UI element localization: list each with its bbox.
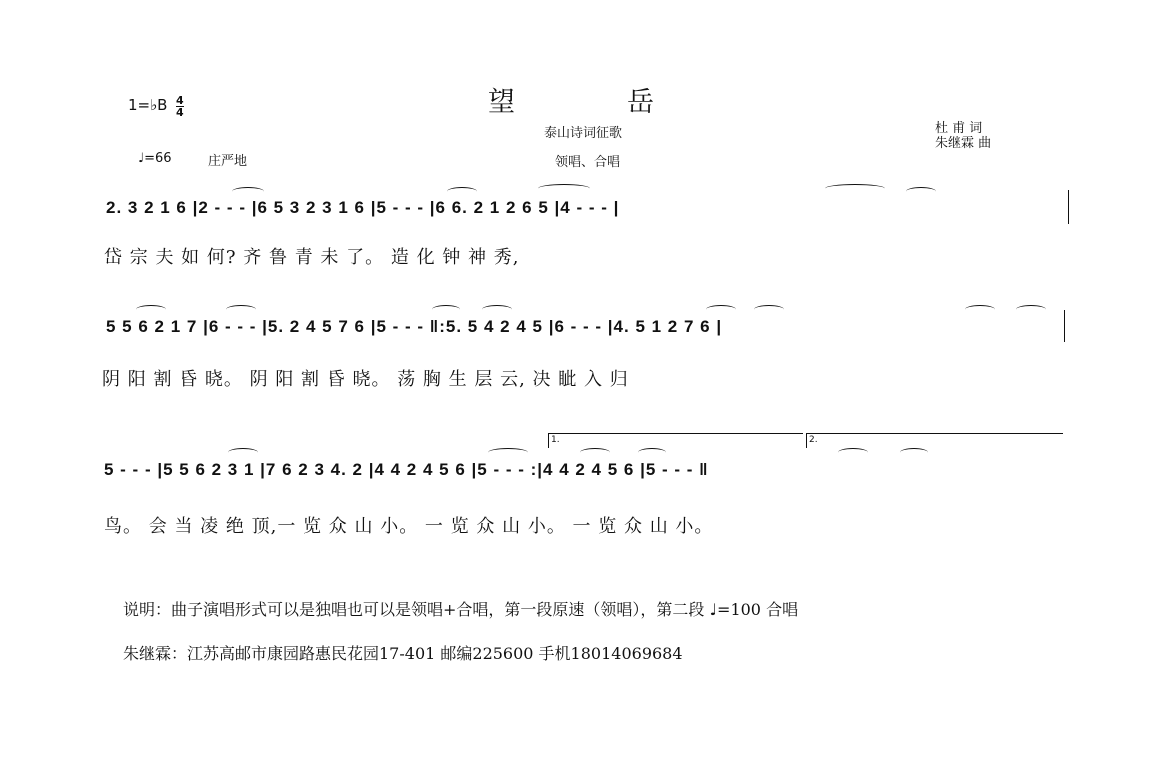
slur bbox=[228, 448, 258, 457]
score-line-3-notes: 5 - - - |5 5 6 2 3 1 |7 6 2 3 4. 2 |4 4 2 4 5 6 |5 - - - :|4 4 2 4 5 6 |5 - - - ‖ bbox=[104, 460, 709, 479]
second-ending-bracket: 2. bbox=[806, 433, 1063, 448]
key-signature: 1=♭B bbox=[128, 96, 168, 114]
slur bbox=[432, 305, 460, 314]
slur bbox=[1016, 305, 1046, 314]
slur bbox=[825, 184, 885, 193]
score-line-3-lyrics: 鸟。 会 当 凌 绝 顶,一 览 众 山 小。 一 览 众 山 小。 一 览 众 山 小。 bbox=[104, 516, 714, 537]
title-char-1: 望 bbox=[488, 87, 517, 118]
slur bbox=[447, 187, 477, 196]
time-signature bbox=[176, 95, 184, 118]
slur bbox=[538, 184, 590, 193]
slur bbox=[906, 187, 936, 196]
tempo-marking: ♩=66 bbox=[138, 151, 172, 166]
slur bbox=[226, 305, 256, 314]
first-ending-bracket: 1. bbox=[548, 433, 803, 448]
composer-contact: 朱继霖：江苏高邮市康园路惠民花园17-401 邮编225600 手机18014069684 bbox=[123, 644, 683, 663]
song-title bbox=[488, 80, 656, 119]
slur bbox=[965, 305, 995, 314]
score-line-1-notes: 2. 3 2 1 6 |2 - - - |6 5 3 2 3 1 6 |5 - - - |6 6. 2 1 2 6 5 |4 - - - | bbox=[106, 198, 620, 217]
slur bbox=[482, 305, 512, 314]
lyricist-credit: 杜 甫 词 bbox=[935, 121, 983, 136]
bar-line bbox=[1068, 190, 1069, 224]
slur bbox=[838, 448, 868, 457]
score-line-2-notes: 5 5 6 2 1 7 |6 - - - |5. 2 4 5 7 6 |5 - - - ‖:5. 5 4 2 4 5 |6 - - - |4. 5 1 2 7 6 | bbox=[106, 317, 723, 336]
slur bbox=[136, 305, 166, 314]
performance-note: 说明：曲子演唱形式可以是独唱也可以是领唱+合唱，第一段原速（领唱），第二段 ♩=100 合唱 bbox=[123, 600, 799, 619]
slur bbox=[900, 448, 928, 457]
expression-marking: 庄严地 bbox=[208, 154, 248, 169]
slur bbox=[488, 448, 528, 457]
time-signature-bottom: 4 bbox=[176, 106, 184, 119]
composer-credit: 朱继霖 曲 bbox=[935, 136, 992, 151]
time-signature-top: 4 bbox=[176, 94, 184, 107]
slur bbox=[580, 448, 610, 457]
bar-line bbox=[1064, 310, 1065, 342]
score-line-1-lyrics: 岱 宗 夫 如 何? 齐 鲁 青 未 了。 造 化 钟 神 秀, bbox=[104, 247, 520, 268]
slur bbox=[232, 187, 264, 196]
performance-form: 领唱、合唱 bbox=[555, 155, 621, 170]
slur bbox=[754, 305, 784, 314]
subtitle: 泰山诗词征歌 bbox=[544, 126, 623, 141]
score-line-2-lyrics: 阴 阳 割 昏 晓。 阴 阳 割 昏 晓。 荡 胸 生 层 云, 决 眦 入 归 bbox=[102, 369, 629, 390]
title-char-2: 岳 bbox=[627, 87, 656, 118]
slur bbox=[638, 448, 666, 457]
slur bbox=[706, 305, 736, 314]
